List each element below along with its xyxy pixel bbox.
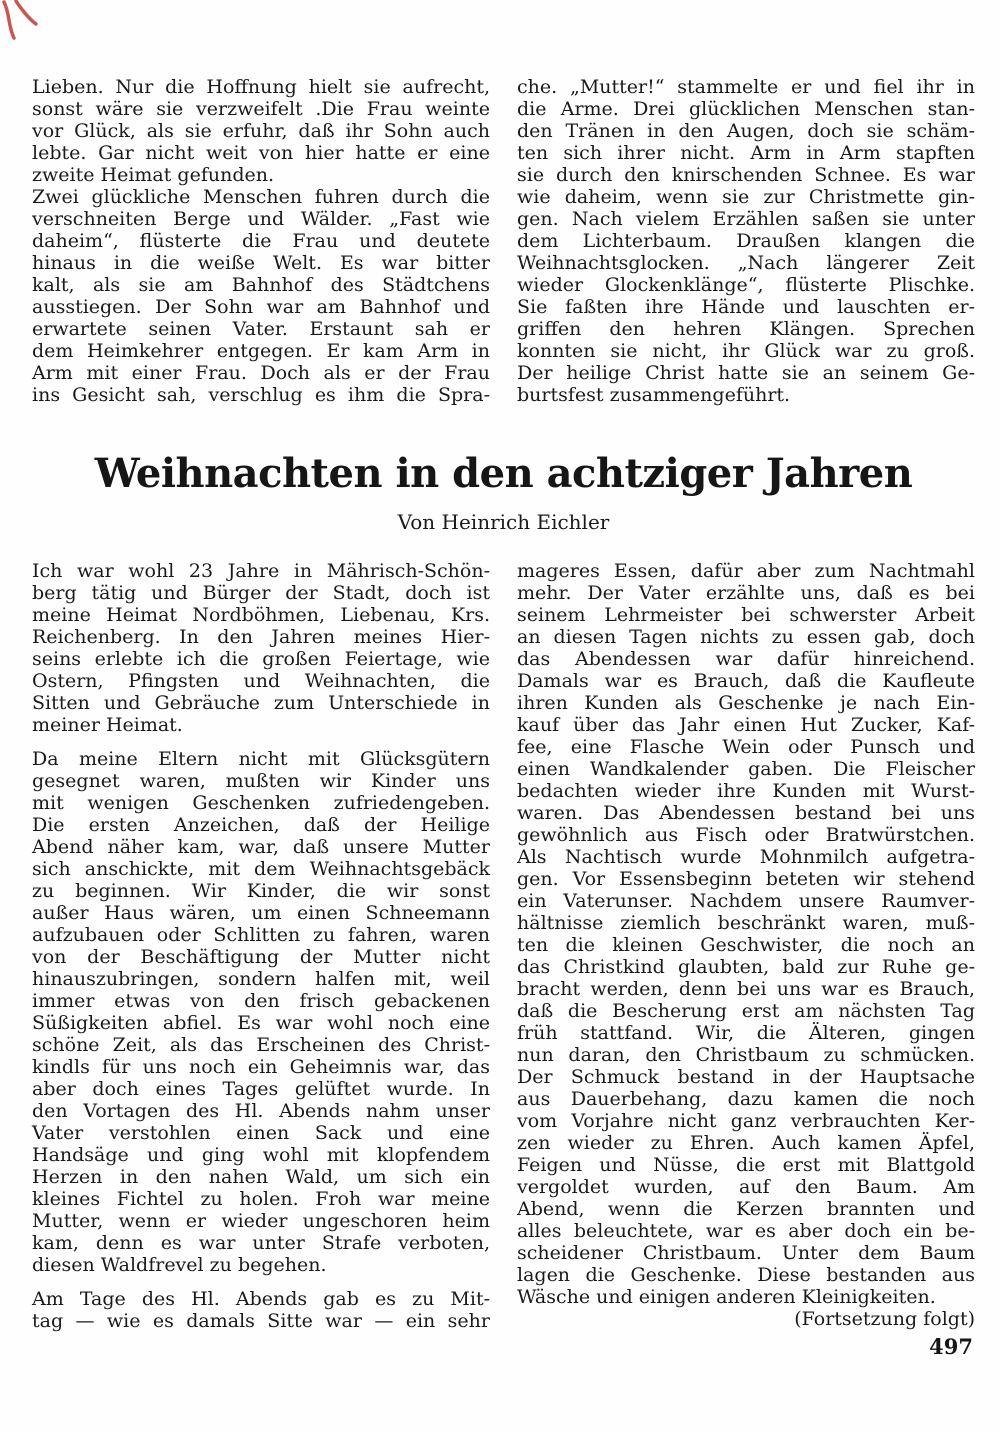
- red-pen-mark: [2, 0, 40, 46]
- text-line: dem Heimkehrer entgegen. Er kam Arm in: [32, 340, 490, 362]
- text-line: den Vortagen des Hl. Abends nahm unser: [32, 1100, 490, 1122]
- text-line: immer etwas von den frisch gebackenen: [32, 990, 490, 1012]
- paragraph: [32, 748, 490, 1276]
- text-line: daheim“, flüsterte die Frau und deutete: [32, 230, 490, 252]
- text-line: wie daheim, wenn sie zur Christmette gin-: [517, 186, 975, 208]
- text-line: bedachten wieder ihre Kunden mit Wurst-: [517, 780, 975, 802]
- text-line: daß die Bescherung erst am nächsten Tag: [517, 1000, 975, 1022]
- text-line: meine Heimat Nordböhmen, Liebenau, Krs.: [32, 604, 490, 626]
- text-line: die Arme. Drei glücklichen Menschen stan-: [517, 98, 975, 120]
- text-line: meiner Heimat.: [32, 714, 183, 736]
- text-line: gewöhnlich aus Fisch oder Bratwürstchen.: [517, 824, 975, 846]
- text-line: kam, denn es war unter Strafe verboten,: [32, 1232, 490, 1254]
- intro-section: [32, 76, 975, 406]
- text-line: ins Gesicht sah, verschlug es ihm die Spra-: [32, 384, 490, 406]
- text-line: schöne Zeit, als das Erscheinen des Christ-: [32, 1034, 490, 1056]
- text-line: fee, eine Flasche Wein oder Punsch und: [517, 736, 975, 758]
- text-line: kleines Fichtel zu holen. Froh war meine: [32, 1188, 490, 1210]
- text-line: waren. Das Abendessen bestand bei uns: [517, 802, 975, 824]
- text-line: sonst wäre sie verzweifelt .Die Frau weinte: [32, 98, 490, 120]
- paragraph: [32, 186, 490, 406]
- text-line: Lieben. Nur die Hoffnung hielt sie aufrecht,: [32, 76, 490, 98]
- text-line: ten sich ihrer nicht. Arm in Arm stapften: [517, 142, 975, 164]
- text-line: kindls für uns noch ein Geheimnis war, das: [32, 1056, 490, 1078]
- text-line: erwartete seinen Vater. Erstaunt sah er: [32, 318, 490, 340]
- paragraph: [32, 1288, 490, 1332]
- page-number: 497: [929, 1334, 973, 1359]
- text-line: außer Haus wären, um einen Schneemann: [32, 902, 490, 924]
- text-line: ausstiegen. Der Sohn war am Bahnhof und: [32, 296, 490, 318]
- text-line: ten die kleinen Geschwister, die noch an: [517, 934, 975, 956]
- text-line: Sie faßten ihre Hände und lauschten er-: [517, 296, 975, 318]
- text-line: vom Vorjahre nicht ganz verbrauchten Ker-: [517, 1110, 975, 1132]
- paragraph: [32, 76, 490, 186]
- article-title: Weihnachten in den achtziger Jahren: [94, 450, 913, 497]
- text-line: Als Nachtisch wurde Mohnmilch aufgetra-: [517, 846, 975, 868]
- text-line: zu beginnen. Wir Kinder, die wir sonst: [32, 880, 490, 902]
- text-line: alles beleuchtete, war es aber doch ein be-: [517, 1220, 975, 1242]
- intro-left-column: [32, 76, 490, 406]
- text-line: sie durch den knirschenden Schnee. Es war: [517, 164, 975, 186]
- text-line: Ostern, Pfingsten und Weihnachten, die: [32, 670, 490, 692]
- paragraph: [32, 560, 490, 736]
- text-line: einen Wandkalender gaben. Die Fleischer: [517, 758, 975, 780]
- text-line: Ich war wohl 23 Jahre in Mährisch-Schön-: [32, 560, 490, 582]
- text-line: aber doch eines Tages gelüftet wurde. In: [32, 1078, 490, 1100]
- paragraph: [517, 560, 975, 1308]
- text-line: Arm mit einer Frau. Doch als er der Frau: [32, 362, 490, 384]
- text-line: diesen Waldfrevel zu begehen.: [32, 1254, 327, 1276]
- text-line: Abend, wenn die Kerzen brannten und: [517, 1198, 975, 1220]
- text-line: konnten sie nicht, ihr Glück war zu groß.: [517, 340, 975, 362]
- text-line: das Abendessen war dafür hinreichend.: [517, 648, 975, 670]
- text-line: Der heilige Christ hatte sie an seinem Ge-: [517, 362, 975, 384]
- text-line: aus Dauerbehang, dazu kamen die noch: [517, 1088, 975, 1110]
- text-line: bracht werden, denn bei uns war es Brauch,: [517, 978, 975, 1000]
- text-line: zweite Heimat gefunden.: [32, 164, 275, 186]
- text-line: von der Beschäftigung der Mutter nicht: [32, 946, 490, 968]
- text-line: Die ersten Anzeichen, daß der Heilige: [32, 814, 490, 836]
- text-line: Handsäge und ging wohl mit klopfendem: [32, 1144, 490, 1166]
- text-line: mit wenigen Geschenken zufriedengeben.: [32, 792, 490, 814]
- text-line: che. „Mutter!“ stammelte er und fiel ihr in: [517, 76, 975, 98]
- text-line: zen wieder zu Ehren. Auch kamen Äpfel,: [517, 1132, 975, 1154]
- text-line: Abend näher kam, war, daß unsere Mutter: [32, 836, 490, 858]
- text-line: vor Glück, als sie erfuhr, daß ihr Sohn auch: [32, 120, 490, 142]
- text-line: mehr. Der Vater erzählte uns, daß es bei: [517, 582, 975, 604]
- text-line: hinaus in die weiße Welt. Es war bitter: [32, 252, 490, 274]
- text-line: burtsfest zusammengeführt.: [517, 384, 791, 406]
- text-line: Feigen und Nüsse, die erst mit Blattgold: [517, 1154, 975, 1176]
- text-line: gen. Nach vielem Erzählen saßen sie unter: [517, 208, 975, 230]
- text-line: kalt, als sie am Bahnhof des Städtchens: [32, 274, 490, 296]
- text-line: lebte. Gar nicht weit von hier hatte er eine: [32, 142, 490, 164]
- text-line: mageres Essen, dafür aber zum Nachtmahl: [517, 560, 975, 582]
- text-line: hältnisse ziemlich beschränkt waren, muß-: [517, 912, 975, 934]
- text-line: lagen die Geschenke. Diese bestanden aus: [517, 1264, 975, 1286]
- text-line: dem Lichterbaum. Draußen klangen die: [517, 230, 975, 252]
- text-line: das Christkind glaubten, bald zur Ruhe ge-: [517, 956, 975, 978]
- text-line: verschneiten Berge und Wälder. „Fast wie: [32, 208, 490, 230]
- text-line: hinauszubringen, sondern halfen mit, weil: [32, 968, 490, 990]
- text-line: wieder Glockenklänge“, flüsterte Plischke.: [517, 274, 975, 296]
- text-line: gesegnet waren, mußten wir Kinder uns: [32, 770, 490, 792]
- article-right-column: [517, 560, 975, 1332]
- text-line: Wäsche und einigen anderen Kleinigkeiten.: [517, 1286, 936, 1308]
- text-line: kauf über das Jahr einen Hut Zucker, Kaf-: [517, 714, 975, 736]
- text-line: ein Vaterunser. Nachdem unsere Raumver-: [517, 890, 975, 912]
- text-line: aufzubauen oder Schlitten zu fahren, waren: [32, 924, 490, 946]
- text-line: Reichenberg. In den Jahren meines Hier-: [32, 626, 490, 648]
- text-line: Da meine Eltern nicht mit Glücksgütern: [32, 748, 490, 770]
- text-line: sich anschickte, mit dem Weihnachtsgebäck: [32, 858, 490, 880]
- text-line: nun daran, den Christbaum zu schmücken.: [517, 1044, 975, 1066]
- continuation-note: (Fortsetzung folgt): [794, 1308, 975, 1330]
- article-byline: Von Heinrich Eichler: [397, 510, 610, 534]
- text-line: Der Schmuck bestand in der Hauptsache: [517, 1066, 975, 1088]
- text-line: Süßigkeiten abfiel. Es war wohl noch eine: [32, 1012, 490, 1034]
- article-section: [32, 560, 975, 1332]
- text-line: tag — wie es damals Sitte war — ein sehr: [32, 1310, 490, 1332]
- text-line: Mutter, wenn er wieder ungeschoren heim: [32, 1210, 490, 1232]
- text-line: berg tätig und Bürger der Stadt, doch ist: [32, 582, 490, 604]
- text-line: Zwei glückliche Menschen fuhren durch die: [32, 186, 490, 208]
- text-line: den Tränen in den Augen, doch sie schäm-: [517, 120, 975, 142]
- article-left-column: [32, 560, 490, 1332]
- text-line: ihren Kunden als Geschenke je nach Ein-: [517, 692, 975, 714]
- text-line: Damals war es Brauch, daß die Kaufleute: [517, 670, 975, 692]
- text-line: an diesen Tagen nichts zu essen gab, doch: [517, 626, 975, 648]
- text-line: Sitten und Gebräuche zum Unterschiede in: [32, 692, 490, 714]
- text-line: seins erlebte ich die großen Feiertage, wie: [32, 648, 490, 670]
- paragraph: [517, 76, 975, 406]
- text-line: Weihnachtsglocken. „Nach längerer Zeit: [517, 252, 975, 274]
- text-line: griffen den hehren Klängen. Sprechen: [517, 318, 975, 340]
- text-line: gen. Vor Essensbeginn beteten wir stehend: [517, 868, 975, 890]
- text-line: Vater verstohlen einen Sack und eine: [32, 1122, 490, 1144]
- text-line: scheidener Christbaum. Unter dem Baum: [517, 1242, 975, 1264]
- text-line: seinem Lehrmeister bei schwerster Arbeit: [517, 604, 975, 626]
- intro-right-column: [517, 76, 975, 406]
- text-line: früh stattfand. Wir, die Älteren, gingen: [517, 1022, 975, 1044]
- text-line: Am Tage des Hl. Abends gab es zu Mit-: [32, 1288, 490, 1310]
- text-line: vergoldet wurden, auf den Baum. Am: [517, 1176, 975, 1198]
- text-line: Herzen in den nahen Wald, um sich ein: [32, 1166, 490, 1188]
